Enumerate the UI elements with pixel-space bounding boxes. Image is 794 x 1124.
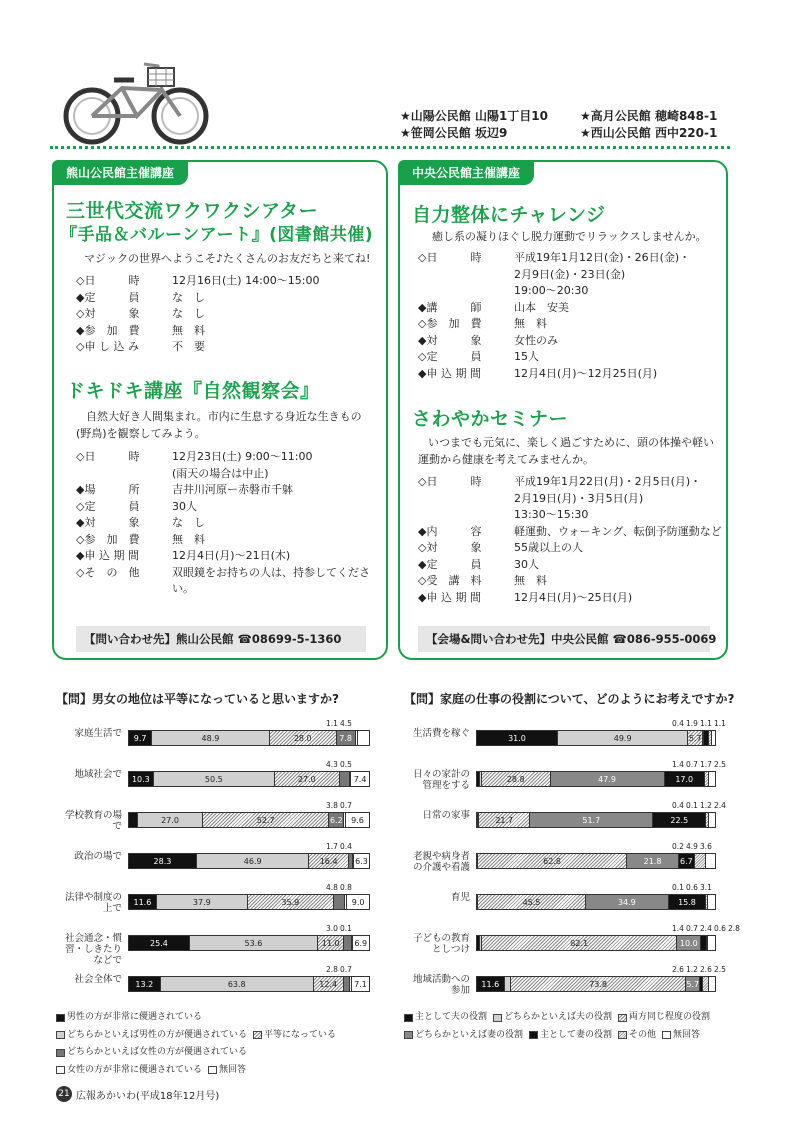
- event-details: [76, 273, 376, 356]
- legend-swatch: [618, 1014, 627, 1022]
- bar-segment: 11.6: [129, 895, 157, 909]
- chart-title: 【問】男女の地位は平等になっていると思いますか?: [56, 692, 339, 706]
- small-value-label: 2.8: [326, 965, 338, 974]
- bar-segment: 9.7: [129, 731, 152, 745]
- bar-segment: 6.3: [354, 854, 369, 868]
- bar-segment: 13.2: [129, 977, 161, 991]
- legend-label: 無回答: [219, 1064, 247, 1075]
- legend-entry: [404, 1028, 523, 1043]
- small-value-label: 1.1: [326, 719, 338, 728]
- info-addr: 西中220-1: [654, 126, 718, 140]
- small-value-label: 0.1: [672, 883, 684, 892]
- chart-legend: [404, 1010, 744, 1045]
- detail-value: 無 料: [172, 323, 205, 337]
- bar-segment: 10.3: [129, 772, 154, 786]
- legend-label: 主として妻の役割: [540, 1029, 613, 1040]
- bar-segment: 48.9: [152, 731, 269, 745]
- bar-segment: 37.9: [157, 895, 248, 909]
- detail-value: 平成19年1月22日(月)・2月5日(月)・ 2月19日(月)・3月5日(月) 13:30～15:30: [514, 475, 702, 521]
- bar-segment: 7.8: [337, 731, 356, 745]
- small-value-label: 0.4: [340, 842, 352, 851]
- detail-key: ◆申 込 期 間: [418, 366, 481, 380]
- stacked-bar: [476, 812, 716, 828]
- detail-value: 無 料: [514, 317, 547, 330]
- legend-swatch: [208, 1066, 217, 1074]
- bar-segment: 52.7: [203, 813, 329, 827]
- bar-segment: 6.7: [679, 854, 695, 868]
- detail-value: 女性のみ: [514, 333, 558, 347]
- stacked-bar: [128, 853, 370, 869]
- detail-key: ◆内 容: [418, 524, 482, 538]
- info-addr: 山陽1丁目10: [474, 109, 549, 123]
- legend-label: 平等になっている: [264, 1029, 337, 1040]
- chart-title: 【問】家庭の仕事の役割について、どのようにお考えですか?: [404, 692, 735, 706]
- detail-value: 12月23日(土) 9:00～11:00 (雨天の場合は中止): [172, 450, 313, 480]
- stacked-bar: [476, 976, 716, 992]
- bar-segment: 47.9: [551, 772, 665, 786]
- chart-legend: [56, 1010, 386, 1080]
- bar-segment: 5.7: [688, 731, 703, 745]
- bar-segment: [334, 895, 346, 909]
- bar-segment: 21.8: [627, 854, 679, 868]
- stacked-bar: [128, 976, 370, 992]
- bar-segment: [129, 813, 138, 827]
- info-name: ★笹岡公民館: [400, 126, 471, 140]
- detail-value: 12月4日(月)～25日(月): [514, 590, 633, 604]
- small-value-label: 0.7: [686, 760, 698, 769]
- legend-label: どちらかといえば夫の役割: [504, 1012, 613, 1022]
- detail-value: 12月16日(土) 14:00～15:00: [172, 274, 320, 287]
- event-title: 自力整体にチャレンジ: [412, 204, 606, 226]
- detail-value: 30人: [514, 557, 539, 571]
- bar-segment: 9.0: [347, 895, 369, 909]
- event-details: [418, 250, 724, 382]
- small-value-label: 0.4: [672, 719, 684, 728]
- small-value-label: 1.2: [700, 801, 712, 810]
- bar-segment: 27.0: [275, 772, 340, 786]
- legend-label: どちらかといえば妻の役割: [415, 1029, 524, 1040]
- event-title: さわやかセミナー: [412, 408, 569, 430]
- small-value-label: 3.6: [700, 842, 712, 851]
- stacked-bar: [128, 935, 370, 951]
- panel-tag: 中央公民館主催講座: [398, 160, 534, 185]
- detail-value: 12月4日(月)～21日(木): [172, 549, 291, 562]
- info-name: ★山陽公民館: [400, 109, 471, 123]
- detail-key: ◆申 込 期 間: [76, 549, 139, 562]
- detail-key: ◆定 員: [76, 290, 140, 304]
- small-value-label: 1.1: [700, 719, 712, 728]
- detail-key: ◆定 員: [418, 557, 482, 571]
- detail-key: ◆参 加 費: [76, 323, 140, 337]
- bar-segment: 22.5: [653, 813, 706, 827]
- bar-segment: 5.7: [686, 977, 700, 991]
- legend-label: 主として夫の役割: [415, 1012, 488, 1022]
- bar-segment: 11.6: [477, 977, 505, 991]
- bar-segment: 51.7: [530, 813, 653, 827]
- detail-key: ◇そ の 他: [76, 565, 140, 579]
- bar-segment: [712, 731, 715, 745]
- legend-entry: [662, 1028, 700, 1043]
- legend-swatch: [404, 1014, 413, 1022]
- event-desc: 自然大好き人間集まれ。市内に生息する身近な生きもの(野鳥)を観察してみよう。: [76, 410, 362, 440]
- bar-segment: 28.3: [129, 854, 197, 868]
- page-number: 21: [56, 1086, 72, 1102]
- legend-swatch: [529, 1031, 538, 1039]
- category-label: 学校教育の場で: [64, 810, 122, 832]
- small-value-label: 4.9: [686, 842, 698, 851]
- small-value-label: 0.6: [714, 924, 726, 933]
- event-desc: いつまでも元気に、楽しく過ごすために、頭の体操や軽い運動から健康を考えてみませんか。: [418, 436, 714, 466]
- small-value-label: 1.9: [686, 719, 698, 728]
- bar-segment: 34.9: [586, 895, 669, 909]
- small-value-label: 2.6: [672, 965, 684, 974]
- category-label: 地域活動への参加: [412, 974, 470, 996]
- detail-value: な し: [172, 516, 205, 529]
- bar-segment: [708, 936, 715, 950]
- legend-entry: [208, 1063, 246, 1078]
- event-title: 三世代交流ワクワクシアター: [66, 200, 319, 222]
- legend-swatch: [253, 1031, 262, 1039]
- detail-value: 平成19年1月12日(金)・26日(金)・ 2月9日(金)・23日(金) 19:00～20:30: [514, 251, 691, 297]
- detail-value: 軽運動、ウォーキング、転倒予防運動など: [514, 524, 722, 538]
- detail-key: ◇日 時: [418, 251, 482, 264]
- detail-value: 山本 安美: [514, 300, 569, 314]
- bar-segment: 11.0: [318, 936, 344, 950]
- bar-segment: [709, 977, 715, 991]
- bar-segment: [344, 977, 351, 991]
- small-value-label: 1.2: [686, 965, 698, 974]
- detail-key: ◇定 員: [418, 350, 482, 363]
- legend-label: どちらかといえば男性の方が優遇されている: [67, 1029, 248, 1040]
- info-addr: 穂崎848-1: [654, 109, 718, 123]
- small-value-label: 4.8: [326, 883, 338, 892]
- small-value-label: 2.6: [700, 965, 712, 974]
- small-value-label: 2.8: [728, 924, 740, 933]
- legend-swatch: [618, 1031, 627, 1039]
- bar-segment: 21.7: [479, 813, 530, 827]
- info-name: ★高月公民館: [580, 109, 651, 123]
- detail-value: な し: [172, 307, 205, 320]
- category-label: 法律や制度の上で: [64, 892, 122, 914]
- small-value-label: 2.5: [714, 760, 726, 769]
- legend-swatch: [56, 1014, 65, 1022]
- category-label: 政治の場で: [74, 851, 122, 862]
- small-value-label: 0.5: [340, 760, 352, 769]
- small-value-label: 1.1: [714, 719, 726, 728]
- bar-segment: 35.9: [248, 895, 334, 909]
- bar-segment: 27.0: [138, 813, 203, 827]
- bar-segment: 50.5: [154, 772, 275, 786]
- legend-label: どちらかといえば女性の方が優遇されている: [67, 1047, 248, 1057]
- bar-segment: 9.6: [346, 813, 369, 827]
- right-panel: [398, 160, 728, 660]
- stacked-bar: [128, 894, 370, 910]
- bar-segment: 7.4: [351, 772, 369, 786]
- event-title: 『手品＆バルーンアート』(図書館共催): [60, 225, 374, 245]
- legend-label: 無回答: [673, 1029, 701, 1040]
- bar-segment: 31.0: [477, 731, 558, 745]
- detail-key: ◆場 所: [76, 483, 140, 496]
- bar-segment: 7.1: [352, 977, 369, 991]
- small-value-label: 0.7: [340, 801, 352, 810]
- footer-text: 広報あかいわ(平成18年12月号): [76, 1090, 220, 1102]
- bar-segment: [709, 813, 715, 827]
- bar-segment: 73.8: [511, 977, 687, 991]
- detail-key: ◇定 員: [76, 499, 140, 513]
- legend-label: 女性の方が非常に優遇されている: [67, 1064, 203, 1075]
- left-panel: [52, 160, 388, 660]
- category-label: 社会通念・慣習・しきたりなどで: [64, 933, 122, 966]
- header-info: [400, 108, 740, 142]
- detail-key: ◇申 し 込 み: [76, 340, 139, 353]
- bar-segment: 28.8: [482, 772, 551, 786]
- category-label: 日常の家事: [422, 810, 470, 821]
- legend-swatch: [493, 1014, 502, 1022]
- bar-segment: 46.9: [197, 854, 310, 868]
- bar-segment: 25.4: [129, 936, 190, 950]
- category-label: 社会全体で: [74, 974, 122, 985]
- bar-segment: 10.0: [677, 936, 701, 950]
- detail-value: 吉井川河原ー赤磐市千躰: [172, 483, 293, 496]
- panel-tag: 熊山公民館主催講座: [52, 160, 188, 185]
- detail-key: ◆対 象: [418, 333, 482, 347]
- small-value-label: 1.7: [326, 842, 338, 851]
- event-desc: マジックの世界へようこそ♪たくさんのお友だちと来てね!: [84, 252, 371, 265]
- small-value-label: 0.8: [340, 883, 352, 892]
- bar-segment: [695, 854, 707, 868]
- small-value-label: 2.4: [700, 924, 712, 933]
- small-value-label: 0.1: [340, 924, 352, 933]
- legend-entry: [529, 1028, 612, 1043]
- bar-segment: 62.8: [478, 854, 627, 868]
- detail-value: 双眼鏡をお持ちの人は、持参してください。: [172, 565, 370, 595]
- bar-segment: [340, 772, 350, 786]
- bar-segment: 6.2: [329, 813, 344, 827]
- contact-box: 【問い合わせ先】熊山公民館 ☎08699-5-1360: [76, 626, 366, 652]
- detail-key: ◆申 込 期 間: [418, 590, 481, 604]
- stacked-bar: [128, 730, 370, 746]
- category-label: 地域社会で: [74, 769, 122, 780]
- contact-box: 【会場&問い合わせ先】中央公民館 ☎086-955-0069: [418, 626, 710, 652]
- legend-swatch: [404, 1031, 413, 1039]
- detail-key: ◇日 時: [76, 274, 140, 287]
- bar-segment: 16.4: [309, 854, 348, 868]
- small-value-label: 1.7: [700, 760, 712, 769]
- small-value-label: 2.4: [714, 801, 726, 810]
- legend-swatch: [56, 1066, 65, 1074]
- detail-key: ◇対 象: [76, 307, 140, 320]
- stacked-bar: [128, 812, 370, 828]
- detail-key: ◇参 加 費: [418, 317, 482, 330]
- detail-value: 無 料: [172, 532, 205, 546]
- bar-segment: 82.1: [482, 936, 677, 950]
- small-value-label: 0.7: [340, 965, 352, 974]
- category-label: 老親や病身者の介護や看護: [412, 851, 470, 873]
- detail-value: 55歳以上の人: [514, 541, 583, 554]
- stacked-bar: [476, 853, 716, 869]
- info-name: ★西山公民館: [580, 126, 651, 140]
- small-value-label: 1.4: [672, 924, 684, 933]
- event-desc: 癒し系の凝りほぐし脱力運動でリラックスしませんか。: [432, 230, 707, 243]
- bar-segment: 12.4: [314, 977, 344, 991]
- bar-segment: [358, 731, 369, 745]
- small-value-label: 3.8: [326, 801, 338, 810]
- stacked-bar: [476, 935, 716, 951]
- detail-key: ◇対 象: [418, 541, 482, 554]
- footer: [56, 1086, 219, 1102]
- stacked-bar: [128, 771, 370, 787]
- legend-label: 両方同じ程度の役割: [629, 1012, 711, 1022]
- small-value-label: 3.0: [326, 924, 338, 933]
- small-value-label: 0.4: [672, 801, 684, 810]
- detail-key: ◇日 時: [76, 450, 140, 463]
- bar-segment: 53.6: [190, 936, 318, 950]
- legend-entry: [56, 1010, 202, 1025]
- detail-value: 12月4日(月)～12月25日(月): [514, 366, 658, 380]
- legend-swatch: [662, 1031, 671, 1039]
- detail-value: 30人: [172, 499, 197, 513]
- detail-value: 15人: [514, 350, 539, 363]
- bar-segment: 49.9: [558, 731, 688, 745]
- bar-segment: 17.0: [665, 772, 705, 786]
- stacked-bar: [476, 771, 716, 787]
- small-value-label: 0.6: [686, 883, 698, 892]
- detail-value: 無 料: [514, 574, 547, 587]
- detail-key: ◇受 講 料: [418, 574, 482, 587]
- category-label: 家庭生活で: [74, 728, 122, 739]
- legend-entry: [493, 1010, 612, 1025]
- legend-entry: [253, 1028, 336, 1043]
- legend-entry: [404, 1010, 487, 1025]
- event-details: [76, 449, 380, 598]
- legend-entry: [56, 1063, 202, 1078]
- small-value-label: 4.3: [326, 760, 338, 769]
- event-title: ドキドキ講座『自然観察会』: [66, 380, 320, 402]
- legend-label: その他: [629, 1029, 657, 1040]
- bar-segment: [709, 772, 715, 786]
- bar-segment: 45.5: [478, 895, 586, 909]
- legend-entry: [56, 1028, 247, 1043]
- small-value-label: 4.5: [340, 719, 352, 728]
- legend-swatch: [56, 1031, 65, 1039]
- small-value-label: 0.1: [686, 801, 698, 810]
- event-details: [418, 474, 724, 606]
- small-value-label: 2.5: [714, 965, 726, 974]
- small-value-label: 3.1: [700, 883, 712, 892]
- dotted-divider: [50, 146, 730, 149]
- stacked-bar: [476, 894, 716, 910]
- small-value-label: 1.4: [672, 760, 684, 769]
- bicycle-illustration: [62, 58, 212, 148]
- stacked-bar: [476, 730, 716, 746]
- category-label: 子どもの教育としつけ: [412, 933, 470, 955]
- category-label: 育児: [450, 892, 470, 903]
- detail-value: な し: [172, 290, 205, 304]
- bar-segment: [708, 895, 715, 909]
- bar-segment: 15.8: [669, 895, 706, 909]
- legend-entry: [618, 1010, 710, 1025]
- info-addr: 坂辺9: [474, 126, 508, 140]
- category-label: 日々の家計の管理をする: [412, 769, 470, 791]
- detail-value: 不 要: [172, 340, 205, 353]
- legend-label: 男性の方が非常に優遇されている: [67, 1012, 203, 1022]
- detail-key: ◆対 象: [76, 516, 140, 529]
- bar-segment: 6.9: [353, 936, 370, 950]
- legend-swatch: [56, 1049, 65, 1057]
- bar-segment: [344, 936, 351, 950]
- bar-segment: 63.8: [161, 977, 314, 991]
- detail-key: ◇日 時: [418, 475, 482, 488]
- detail-key: ◇参 加 費: [76, 532, 140, 546]
- bar-segment: [706, 854, 715, 868]
- legend-entry: [56, 1045, 247, 1060]
- small-value-label: 0.2: [672, 842, 684, 851]
- category-label: 生活費を稼ぐ: [412, 728, 470, 739]
- bar-segment: 28.0: [270, 731, 337, 745]
- detail-key: ◆講 師: [418, 300, 482, 314]
- legend-entry: [618, 1028, 656, 1043]
- small-value-label: 0.7: [686, 924, 698, 933]
